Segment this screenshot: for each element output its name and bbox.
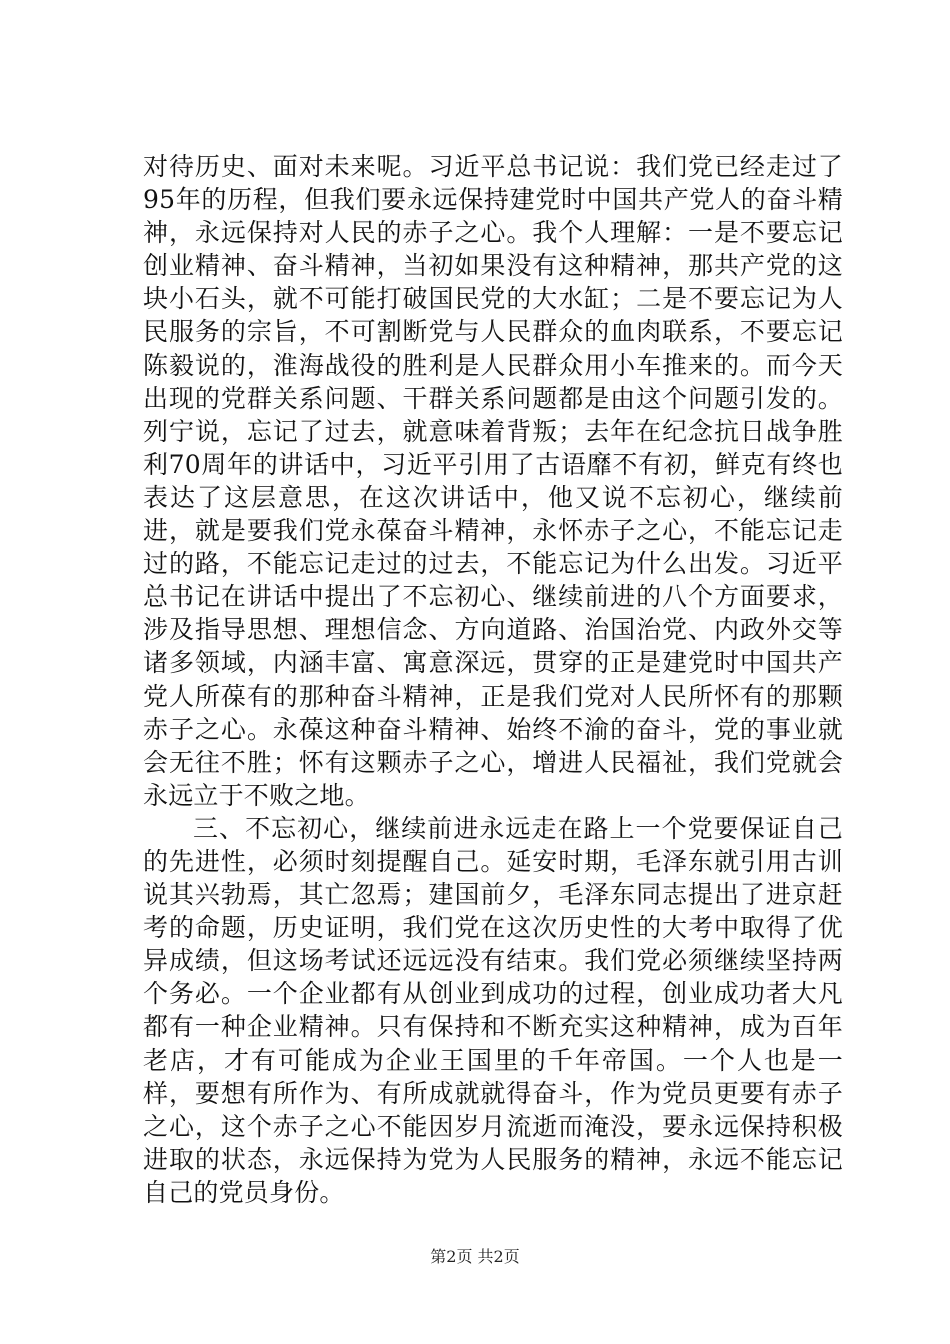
- document-body: [143, 150, 843, 1209]
- paragraph-2: 三、不忘初心，继续前进永远走在路上一个党要保证自己的先进性，必须时刻提醒自己。延安时期，毛泽东就引用古训说其兴勃焉，其亡忽焉；建国前夕，毛泽东同志提出了进京赶考的命题，历史证明，我们党在这次历史性的大考中取得了优异成绩，但这场考试还远远没有结束。我们党必须继续坚持两个务必。一个企业都有从创业到成功的过程，创业成功者大凡都有一种企业精神。只有保持和不断充实这种精神，成为百年老店，才有可能成为企业王国里的千年帝国。一个人也是一样，要想有所作为、有所成就就得奋斗，作为党员更要有赤子之心，这个赤子之心不能因岁月流逝而淹没，要永远保持积极进取的状态，永远保持为党为人民服务的精神，永远不能忘记自己的党员身份。: [143, 813, 843, 1207]
- page-footer: 第2页 共2页: [430, 1247, 520, 1266]
- paragraph-1: 对待历史、面对未来呢。习近平总书记说：我们党已经走过了95年的历程，但我们要永远保持建党时中国共产党人的奋斗精神，永远保持对人民的赤子之心。我个人理解：一是不要忘记创业精神、奋斗精神，当初如果没有这种精神，那共产党的这块小石头，就不可能打破国民党的大水缸；二是不要忘记为人民服务的宗旨，不可割断党与人民群众的血肉联系，不要忘记陈毅说的，淮海战役的胜利是人民群众用小车推来的。而今天出现的党群关系问题、干群关系问题都是由这个问题引发的。列宁说，忘记了过去，就意味着背叛；去年在纪念抗日战争胜利70周年的讲话中，习近平引用了古语靡不有初，鲜克有终也表达了这层意思，在这次讲话中，他又说不忘初心，继续前进，就是要我们党永葆奋斗精神，永怀赤子之心，不能忘记走过的路，不能忘记走过的过去，不能忘记为什么出发。习近平总书记在讲话中提出了不忘初心、继续前进的八个方面要求，涉及指导思想、理想信念、方向道路、治国治党、内政外交等诸多领域，内涵丰富、寓意深远，贯穿的正是建党时中国共产党人所葆有的那种奋斗精神，正是我们党对人民所怀有的那颗赤子之心。永葆这种奋斗精神、始终不渝的奋斗，党的事业就会无往不胜；怀有这颗赤子之心，增进人民福祉，我们党就会永远立于不败之地。: [143, 152, 843, 810]
